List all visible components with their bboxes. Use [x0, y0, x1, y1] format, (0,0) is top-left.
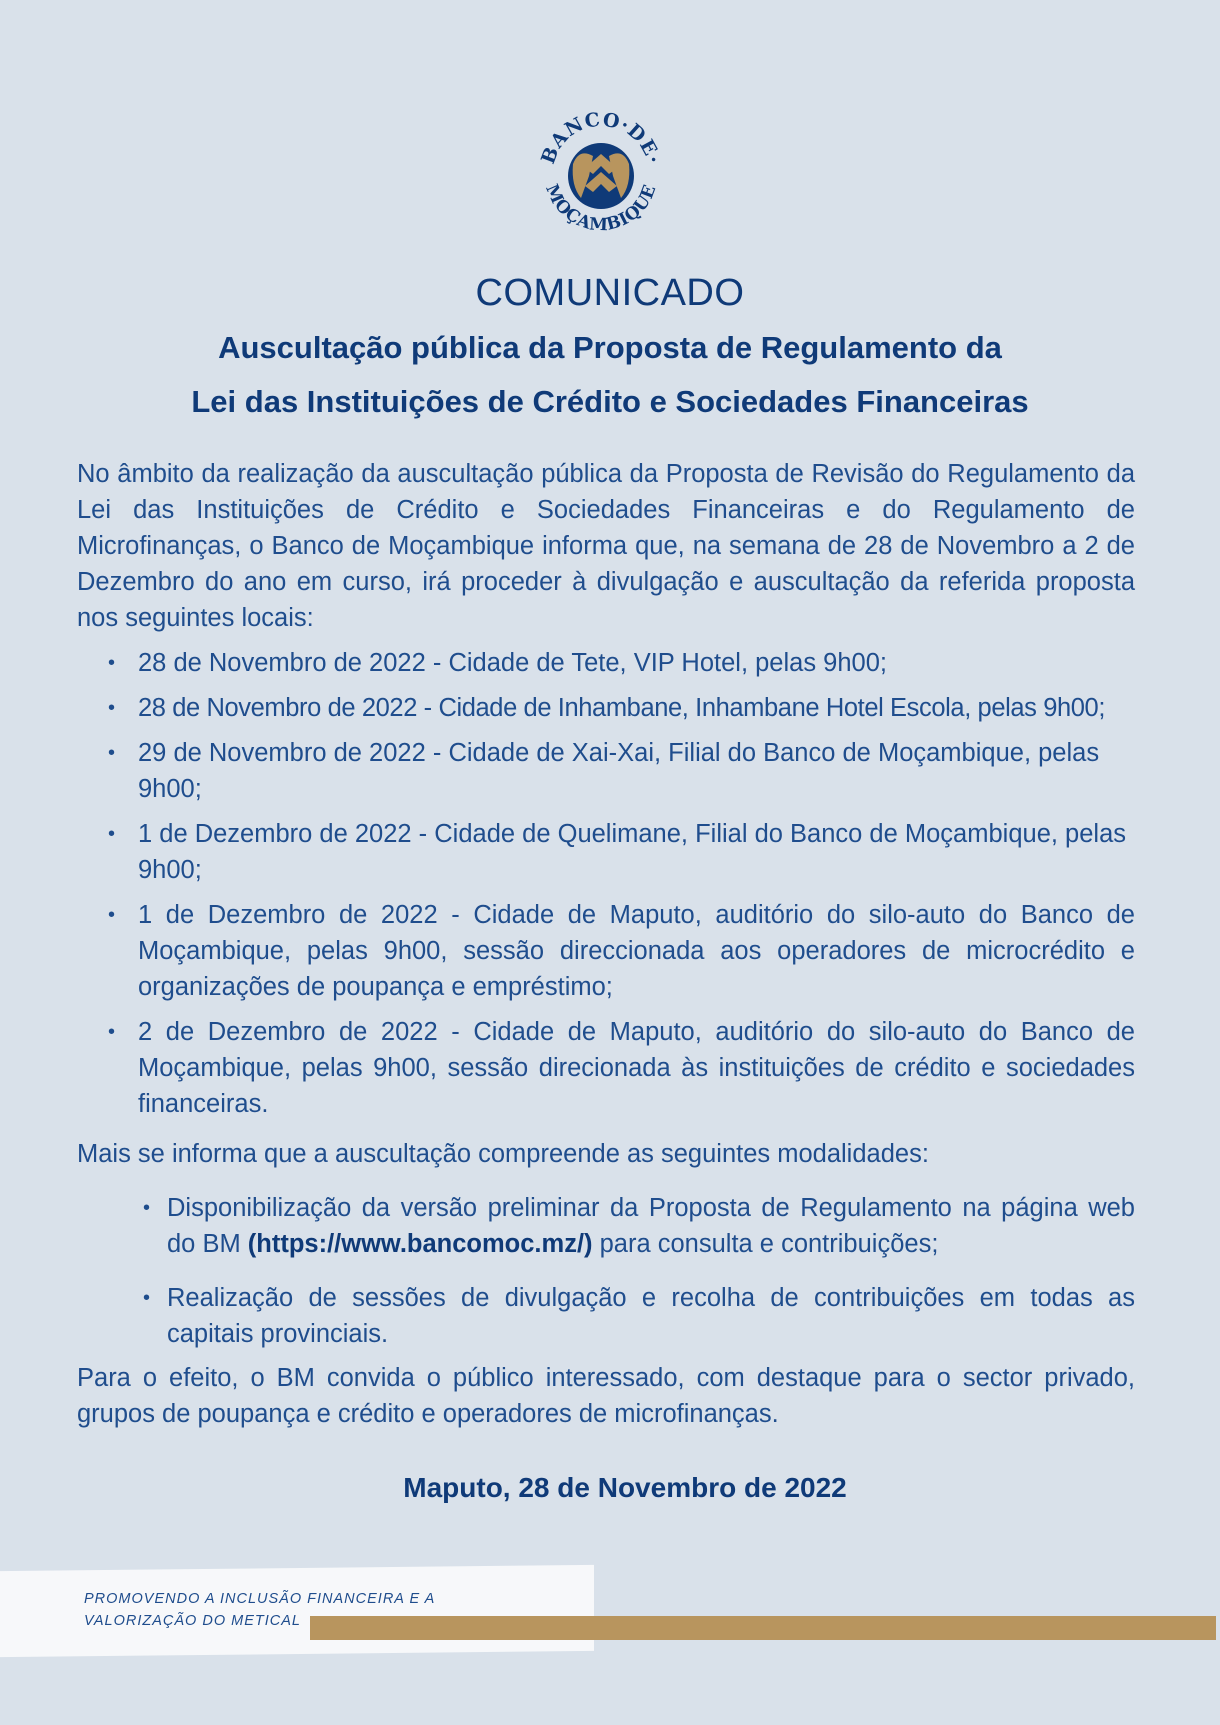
modality-text: para consulta e contribuições; — [592, 1230, 939, 1258]
footer-slogan — [84, 1588, 504, 1632]
website-link[interactable]: (https://www.bancomoc.mz/) — [247, 1230, 593, 1258]
slogan-line-1: PROMOVENDO A INCLUSÃO FINANCEIRA E A — [84, 1591, 436, 1607]
banco-de-mocambique-seal-icon — [531, 104, 671, 244]
list-item: • 28 de Novembro de 2022 - Cidade de Tete, VIP Hotel, pelas 9h00; — [108, 645, 1135, 681]
svg-text:MOÇAMBIQUE: MOÇAMBIQUE — [541, 181, 661, 236]
svg-text:BANCO·DE·: BANCO·DE· — [537, 108, 665, 167]
list-item: • 2 de Dezembro de 2022 - Cidade de Maputo, auditório do silo-auto do Banco de Moçambique, pelas 9h00, sessão direcionada às instituições de crédito e sociedades financeiras. — [108, 1014, 1135, 1122]
list-item: • 29 de Novembro de 2022 - Cidade de Xai-Xai, Filial do Banco de Moçambique, pelas 9h00; — [108, 735, 1135, 807]
list-item: • Realização de sessões de divulgação e recolha de contribuições em todas as capitais provinciais. — [143, 1280, 1135, 1352]
page-title: COMUNICADO — [475, 272, 745, 314]
closing-paragraph: Para o efeito, o BM convida o público interessado, com destaque para o sector privado, grupos de poupança e crédito e operadores de microfinanças. — [77, 1364, 1135, 1428]
list-item: • 1 de Dezembro de 2022 - Cidade de Quelimane, Filial do Banco de Moçambique, pelas 9h00; — [108, 816, 1135, 888]
subtitle-line-2: Lei das Instituições de Crédito e Sociedades Financeiras — [191, 384, 1029, 419]
locations-list — [108, 645, 1135, 1131]
modalities-intro: Mais se informa que a auscultação compreende as seguintes modalidades: — [77, 1140, 929, 1168]
list-item: • 1 de Dezembro de 2022 - Cidade de Maputo, auditório do silo-auto do Banco de Moçambique, pelas 9h00, sessão direccionada aos operadores de microcrédito e organizações de poupança e empréstimo; — [108, 897, 1135, 1005]
slogan-line-2: VALORIZAÇÃO DO METICAL — [84, 1613, 301, 1629]
intro-paragraph: No âmbito da realização da auscultação pública da Proposta de Revisão do Regulamento da Lei das Instituições de Crédito e Sociedades Financeiras e do Regulamento de Microfinanças, o Banco de Moçambique informa que, na semana de 28 de Novembro a 2 de Dezembro do ano em curso, irá proceder à divulgação e auscultação da referida proposta nos seguintes locais: — [77, 460, 1135, 632]
subtitle-line-1: Auscultação pública da Proposta de Regulamento da — [218, 330, 1002, 365]
list-item — [143, 1190, 1135, 1262]
modality-text: Disponibilização da versão preliminar da Proposta de Regulamento na página web do BM — [167, 1194, 1135, 1258]
date-line: Maputo, 28 de Novembro de 2022 — [403, 1472, 847, 1503]
modalities-list — [143, 1190, 1135, 1370]
list-item: • 28 de Novembro de 2022 - Cidade de Inhambane, Inhambane Hotel Escola, pelas 9h00; — [108, 690, 1135, 726]
